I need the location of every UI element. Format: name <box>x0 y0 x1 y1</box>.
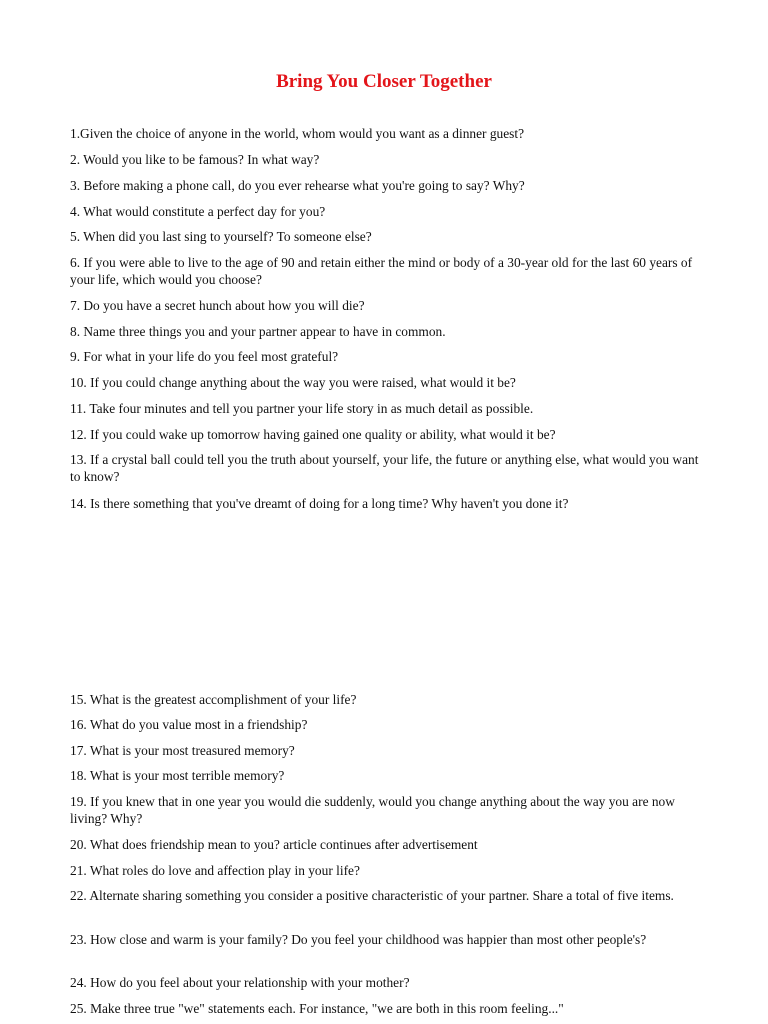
question-17: 17. What is your most treasured memory? <box>70 743 295 758</box>
question-1: 1.Given the choice of anyone in the world, whom would you want as a dinner guest? <box>70 126 525 141</box>
question-9: 9. For what in your life do you feel most grateful? <box>70 349 339 364</box>
question-18: 18. What is your most terrible memory? <box>70 768 285 783</box>
question-15: 15. What is the greatest accomplishment of your life? <box>70 692 357 707</box>
question-6: 6. If you were able to live to the age of 90 and retain either the mind or body of a 30-year old for the last 60 years of your life, which would you choose? <box>70 255 693 287</box>
question-22: 22. Alternate sharing something you consider a positive characteristic of your partner. Share a total of five items. <box>70 888 674 903</box>
question-24: 24. How do you feel about your relationship with your mother? <box>70 975 410 990</box>
question-13: 13. If a crystal ball could tell you the truth about yourself, your life, the future or anything else, what would you want to know? <box>70 452 699 484</box>
question-3: 3. Before making a phone call, do you ever rehearse what you're going to say? Why? <box>70 178 525 193</box>
document-title: Bring You Closer Together <box>276 71 492 92</box>
question-10: 10. If you could change anything about the way you were raised, what would it be? <box>70 375 516 390</box>
question-2: 2. Would you like to be famous? In what way? <box>70 152 320 167</box>
question-20: 20. What does friendship mean to you? article continues after advertisement <box>70 837 478 852</box>
question-8: 8. Name three things you and your partner appear to have in common. <box>70 324 446 339</box>
question-11: 11. Take four minutes and tell you partner your life story in as much detail as possible. <box>70 401 534 416</box>
question-19: 19. If you knew that in one year you would die suddenly, would you change anything about the way you are now living? Why? <box>70 794 675 826</box>
question-16: 16. What do you value most in a friendship? <box>70 717 308 732</box>
question-4: 4. What would constitute a perfect day for you? <box>70 204 326 219</box>
question-7: 7. Do you have a secret hunch about how you will die? <box>70 298 365 313</box>
question-12: 12. If you could wake up tomorrow having gained one quality or ability, what would it be? <box>70 427 556 442</box>
question-25: 25. Make three true "we" statements each. For instance, "we are both in this room feeling..." <box>70 1001 564 1016</box>
question-23: 23. How close and warm is your family? Do you feel your childhood was happier than most other people's? <box>70 932 647 947</box>
question-5: 5. When did you last sing to yourself? To someone else? <box>70 229 372 244</box>
question-14: 14. Is there something that you've dreamt of doing for a long time? Why haven't you done it? <box>70 496 569 511</box>
question-21: 21. What roles do love and affection play in your life? <box>70 863 360 878</box>
